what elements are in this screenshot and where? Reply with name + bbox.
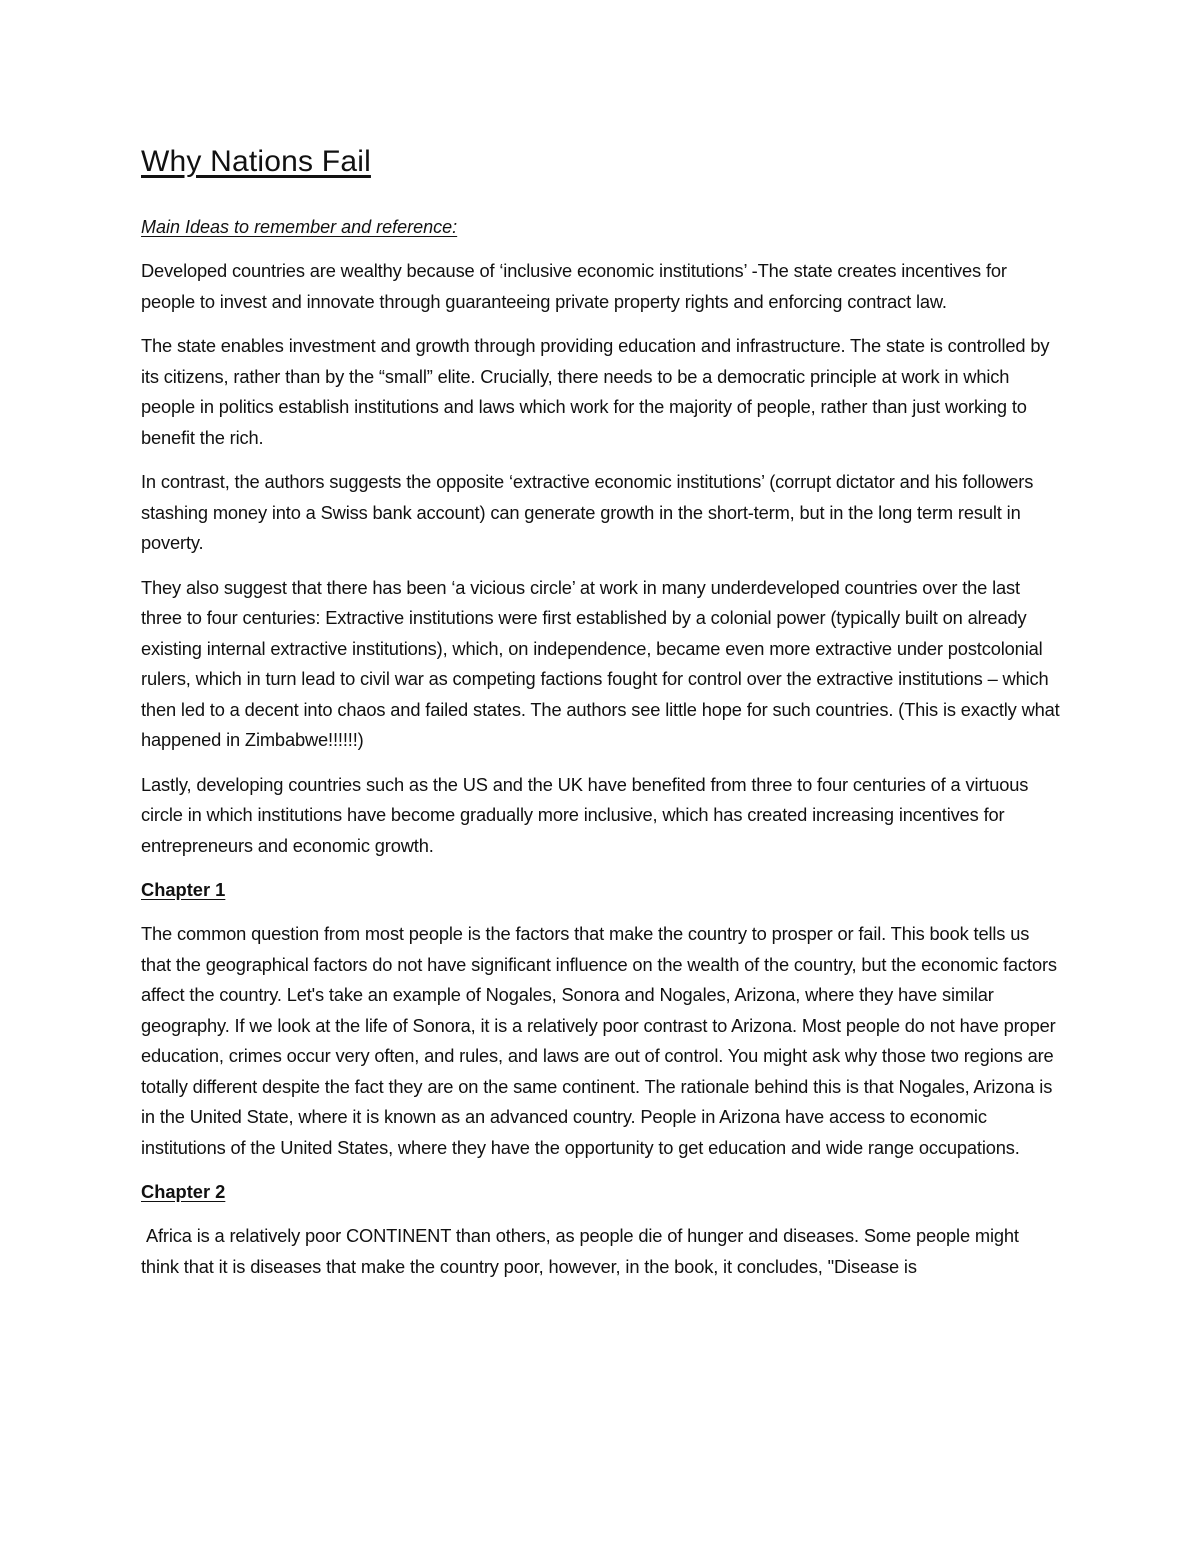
intro-paragraph: The state enables investment and growth through providing education and infrastructure. The state is controlled by its citizens, rather than by the “small” elite. Crucially, there needs to be a democratic principle at work in which people in politics establish institutions and laws which work for the majority of people, rather than just working to benefit the rich.: [141, 335, 1050, 448]
intro-paragraph: They also suggest that there has been ‘a vicious circle’ at work in many underdeveloped countries over the last three to four centuries: Extractive institutions were first established by a colonial power (typically built on already existing internal extractive institutions), which, on independence, became even more extractive under postcolonial rulers, which in turn lead to civil war as competing factions fought for control over the extractive institutions – which then led to a decent into chaos and failed states. The authors see little hope for such countries. (This is exactly what happened in Zimbabwe!!!!!!): [141, 576, 1060, 750]
chapter-1-text: The common question from most people is the factors that make the country to prosper or fail. This book tells us that the geographical factors do not have significant influence on the wealth of the country, but the economic factors affect the country. Let's take an example of Nogales, Sonora and Nogales, Arizona, where they have similar geography. If we look at the life of Sonora, it is a relatively poor contrast to Arizona. Most people do not have proper education, crimes occur very often, and rules, and laws are out of control. You might ask why those two regions are totally different despite the fact they are on the same continent. The rationale behind this is that Nogales, Arizona is in the United State, where it is known as an advanced country. People in Arizona have access to economic institutions of the United States, where they have the opportunity to get education and wide range occupations.: [141, 923, 1057, 1158]
chapter-2-heading: Chapter 2: [141, 1181, 226, 1202]
intro-paragraph: Lastly, developing countries such as the US and the UK have benefited from three to four centuries of a virtuous circle in which institutions have become gradually more inclusive, which has created increasing incentives for entrepreneurs and economic growth.: [141, 773, 1029, 856]
document-subtitle: Main Ideas to remember and reference:: [141, 217, 458, 237]
intro-paragraph: In contrast, the authors suggests the opposite ‘extractive economic institutions’ (corrupt dictator and his followers stashing money into a Swiss bank account) can generate growth in the short-term, but in the long term result in poverty.: [141, 471, 1034, 553]
chapter-2-text: Africa is a relatively poor CONTINENT than others, as people die of hunger and diseases. Some people might think that it is diseases that make the country poor, however, in the book, it concludes, "Disease is: [141, 1225, 1024, 1277]
document-title: Why Nations Fail: [141, 145, 371, 178]
intro-paragraph: Developed countries are wealthy because of ‘inclusive economic institutions’ -The state creates incentives for people to invest and innovate through guaranteeing private property rights and enforcing contract law.: [141, 260, 1007, 312]
chapter-1-heading: Chapter 1: [141, 879, 226, 900]
document-body: [141, 142, 1061, 1296]
